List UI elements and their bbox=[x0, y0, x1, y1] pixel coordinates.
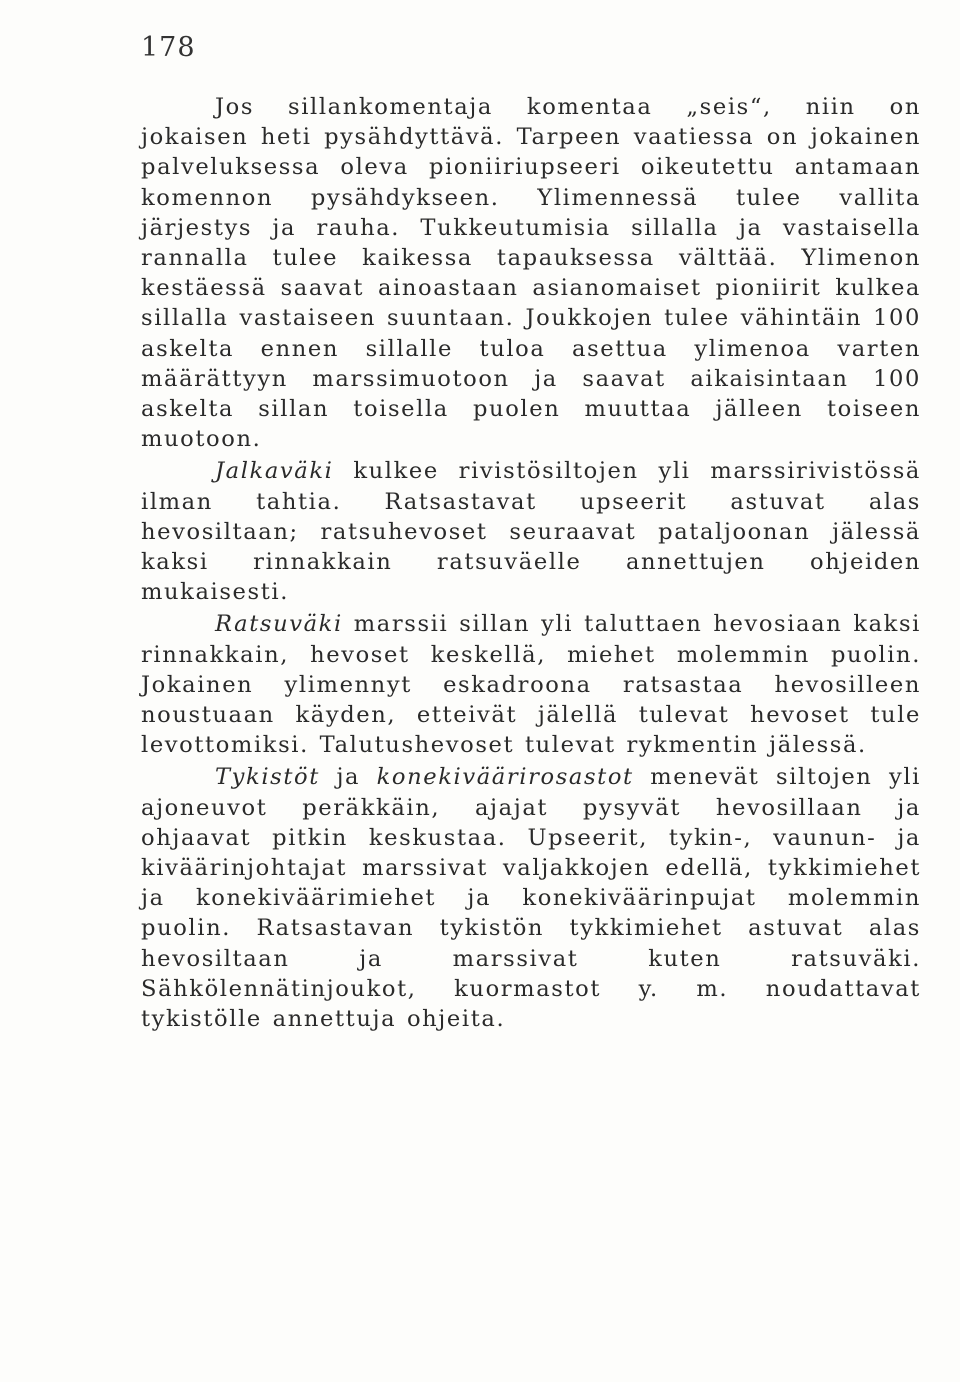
paragraph-lead-term: Tykistöt bbox=[215, 764, 320, 791]
paragraph-lead-term: Jalkaväki bbox=[215, 458, 334, 485]
paragraph-artillery bbox=[141, 762, 921, 1034]
body-text bbox=[141, 92, 921, 1034]
paragraph-cavalry bbox=[141, 609, 921, 760]
paragraph-infantry bbox=[141, 456, 921, 607]
paragraph-text: menevät siltojen yli ajoneuvot peräkkäin, ajajat pysyvät hevosillaan ja ohjaavat pitkin keskustaa. Upseerit, tykin-, vaunun- ja kiväärinjohtajat marssivat valjakkojen edellä, tykkimiehet ja konekiväärimiehet ja konekiväärinpujat molemmin puolin. Ratsastavan tykistön tykkimiehet astuvat alas hevosiltaan ja marssivat kuten ratsuväki. Sähkölennätinjoukot, kuormastot y. m. noudattavat tykistölle annettuja ohjeita. bbox=[141, 764, 921, 1033]
paragraph-text: Jos sillankomentaja komentaa „seis“, niin on jokaisen heti pysähdyttävä. Tarpeen vaatiessa on jokainen palveluksessa oleva pioniiriupseeri oikeutettu antamaan komennon pysähdykseen. Ylimennessä tulee vallita järjestys ja rauha. Tukkeutumisia sillalla ja vastaisella rannalla tulee kaikessa tapauksessa välttää. Ylimenon kestäessä saavat ainoastaan asianomaiset pioniirit kulkea sillalla vastaiseen suuntaan. Joukkojen tulee vähintäin 100 askelta ennen sillalle tuloa asettua ylimenoa varten määrättyyn marssimuotoon ja saavat aikaisintaan 100 askelta sillan toisella puolen muuttaa jälleen toiseen muotoon. bbox=[141, 94, 921, 453]
paragraph-text: marssii sillan yli taluttaen hevosiaan kaksi rinnakkain, hevoset keskellä, miehet molemmin puolin. Jokainen ylimennyt eskadroona ratsastaa hevosilleen noustuaan käyden, etteivät jälellä tulevat hevoset tule levottomiksi. Talutushevoset tulevat rykmentin jälessä. bbox=[141, 611, 921, 759]
paragraph-lead-term-2: konekiväärirosastot bbox=[376, 764, 634, 791]
page-number: 178 bbox=[141, 32, 196, 63]
paragraph-connector: ja bbox=[319, 764, 377, 791]
paragraph-text: kulkee rivistösiltojen yli marssirivistössä ilman tahtia. Ratsastavat upseerit astuvat alas hevosiltaan; ratsuhevoset seuraavat pataljoonan jälessä kaksi rinnakkain ratsuväelle annettujen ohjeiden mukaisesti. bbox=[141, 458, 921, 606]
paragraph-bridge-commander bbox=[141, 92, 921, 454]
paragraph-lead-term: Ratsuväki bbox=[215, 611, 343, 638]
